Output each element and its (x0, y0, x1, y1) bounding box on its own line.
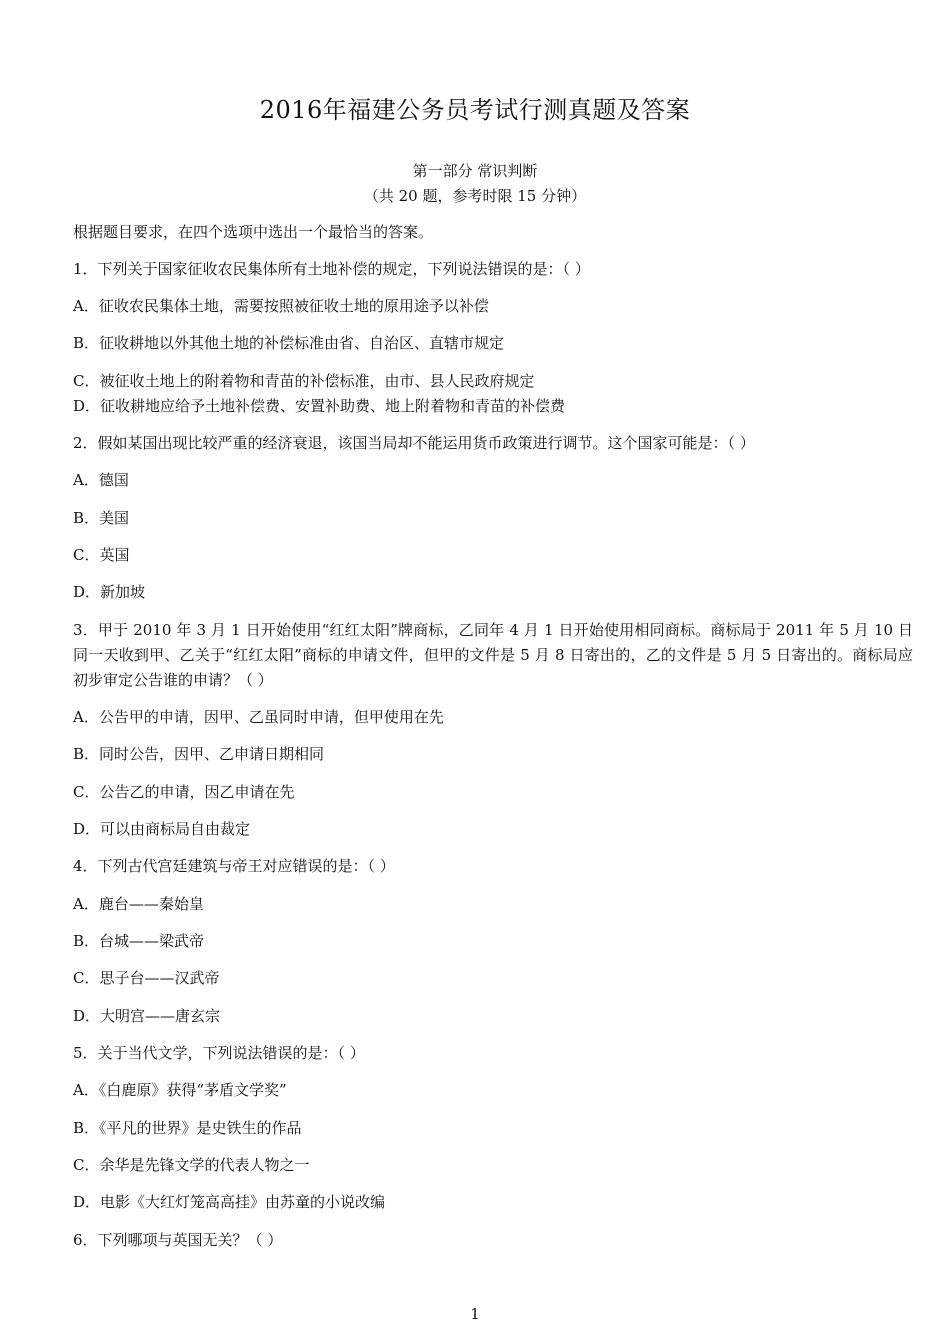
question-4-option-a: A．鹿台——秦始皇 (73, 895, 204, 913)
question-4-option-d: D．大明宫——唐玄宗 (73, 1007, 221, 1025)
question-1-option-d: D．征收耕地应给予土地补偿费、安置补助费、地上附着物和青苗的补偿费 (73, 397, 566, 415)
question-5-option-c: C．余华是先锋文学的代表人物之一 (73, 1156, 310, 1174)
question-2-option-d: D．新加坡 (73, 583, 146, 601)
question-1-option-c: C．被征收土地上的附着物和青苗的补偿标准，由市、县人民政府规定 (73, 372, 535, 390)
question-4-option-c: C．思子台——汉武帝 (73, 969, 220, 987)
section-heading: 第一部分 常识判断 (412, 162, 538, 180)
question-1-option-a: A．征收农民集体土地，需要按照被征收土地的原用途予以补偿 (73, 297, 489, 315)
question-3-stem: 3．甲于 2010 年 3 月 1 日开始使用“红红太阳”牌商标，乙同年 4 月 1 日开始使用相同商标。商标局于 2011 年 5 月 10 日同一天收到甲、乙关于“红红太阳”商标的申请文件，但甲的文件是 5 月 8 日寄出的，乙的文件是 5 月 5 日寄出的。商标局应初步审定公告谁的申请？（ ） (73, 621, 913, 689)
question-5-stem: 5．关于当代文学，下列说法错误的是：（ ） (73, 1044, 365, 1062)
question-3-option-d: D．可以由商标局自由裁定 (73, 820, 251, 838)
question-5-option-b: B．《平凡的世界》是史铁生的作品 (73, 1119, 302, 1137)
question-6-stem: 6．下列哪项与英国无关？（ ） (73, 1231, 283, 1249)
question-2-stem: 2．假如某国出现比较严重的经济衰退，该国当局却不能运用货币政策进行调节。这个国家可能是：（ ） (73, 434, 755, 452)
document-title: 2016年福建公务员考试行测真题及答案 (259, 96, 691, 124)
page-number: 1 (470, 1305, 480, 1323)
question-5-option-a: A．《白鹿原》获得“茅盾文学奖” (73, 1081, 287, 1099)
question-3-option-b: B．同时公告，因甲、乙申请日期相同 (73, 745, 325, 763)
question-2-option-a: A．德国 (73, 471, 129, 489)
question-3-option-a: A．公告甲的申请，因甲、乙虽同时申请，但甲使用在先 (73, 708, 444, 726)
question-4-option-b: B．台城——梁武帝 (73, 932, 205, 950)
question-2-option-b: B．美国 (73, 509, 130, 527)
section-subheading: （共 20 题，参考时限 15 分钟） (363, 187, 587, 205)
instruction-text: 根据题目要求，在四个选项中选出一个最恰当的答案。 (73, 223, 434, 241)
question-3-option-c: C．公告乙的申请，因乙申请在先 (73, 783, 295, 801)
question-5-option-d: D．电影《大红灯笼高高挂》由苏童的小说改编 (73, 1193, 386, 1211)
question-1-option-b: B．征收耕地以外其他土地的补偿标准由省、自治区、直辖市规定 (73, 334, 505, 352)
question-1-stem: 1．下列关于国家征收农民集体所有土地补偿的规定，下列说法错误的是：（ ） (73, 260, 590, 278)
question-4-stem: 4．下列古代宫廷建筑与帝王对应错误的是：（ ） (73, 857, 395, 875)
question-2-option-c: C．英国 (73, 546, 130, 564)
